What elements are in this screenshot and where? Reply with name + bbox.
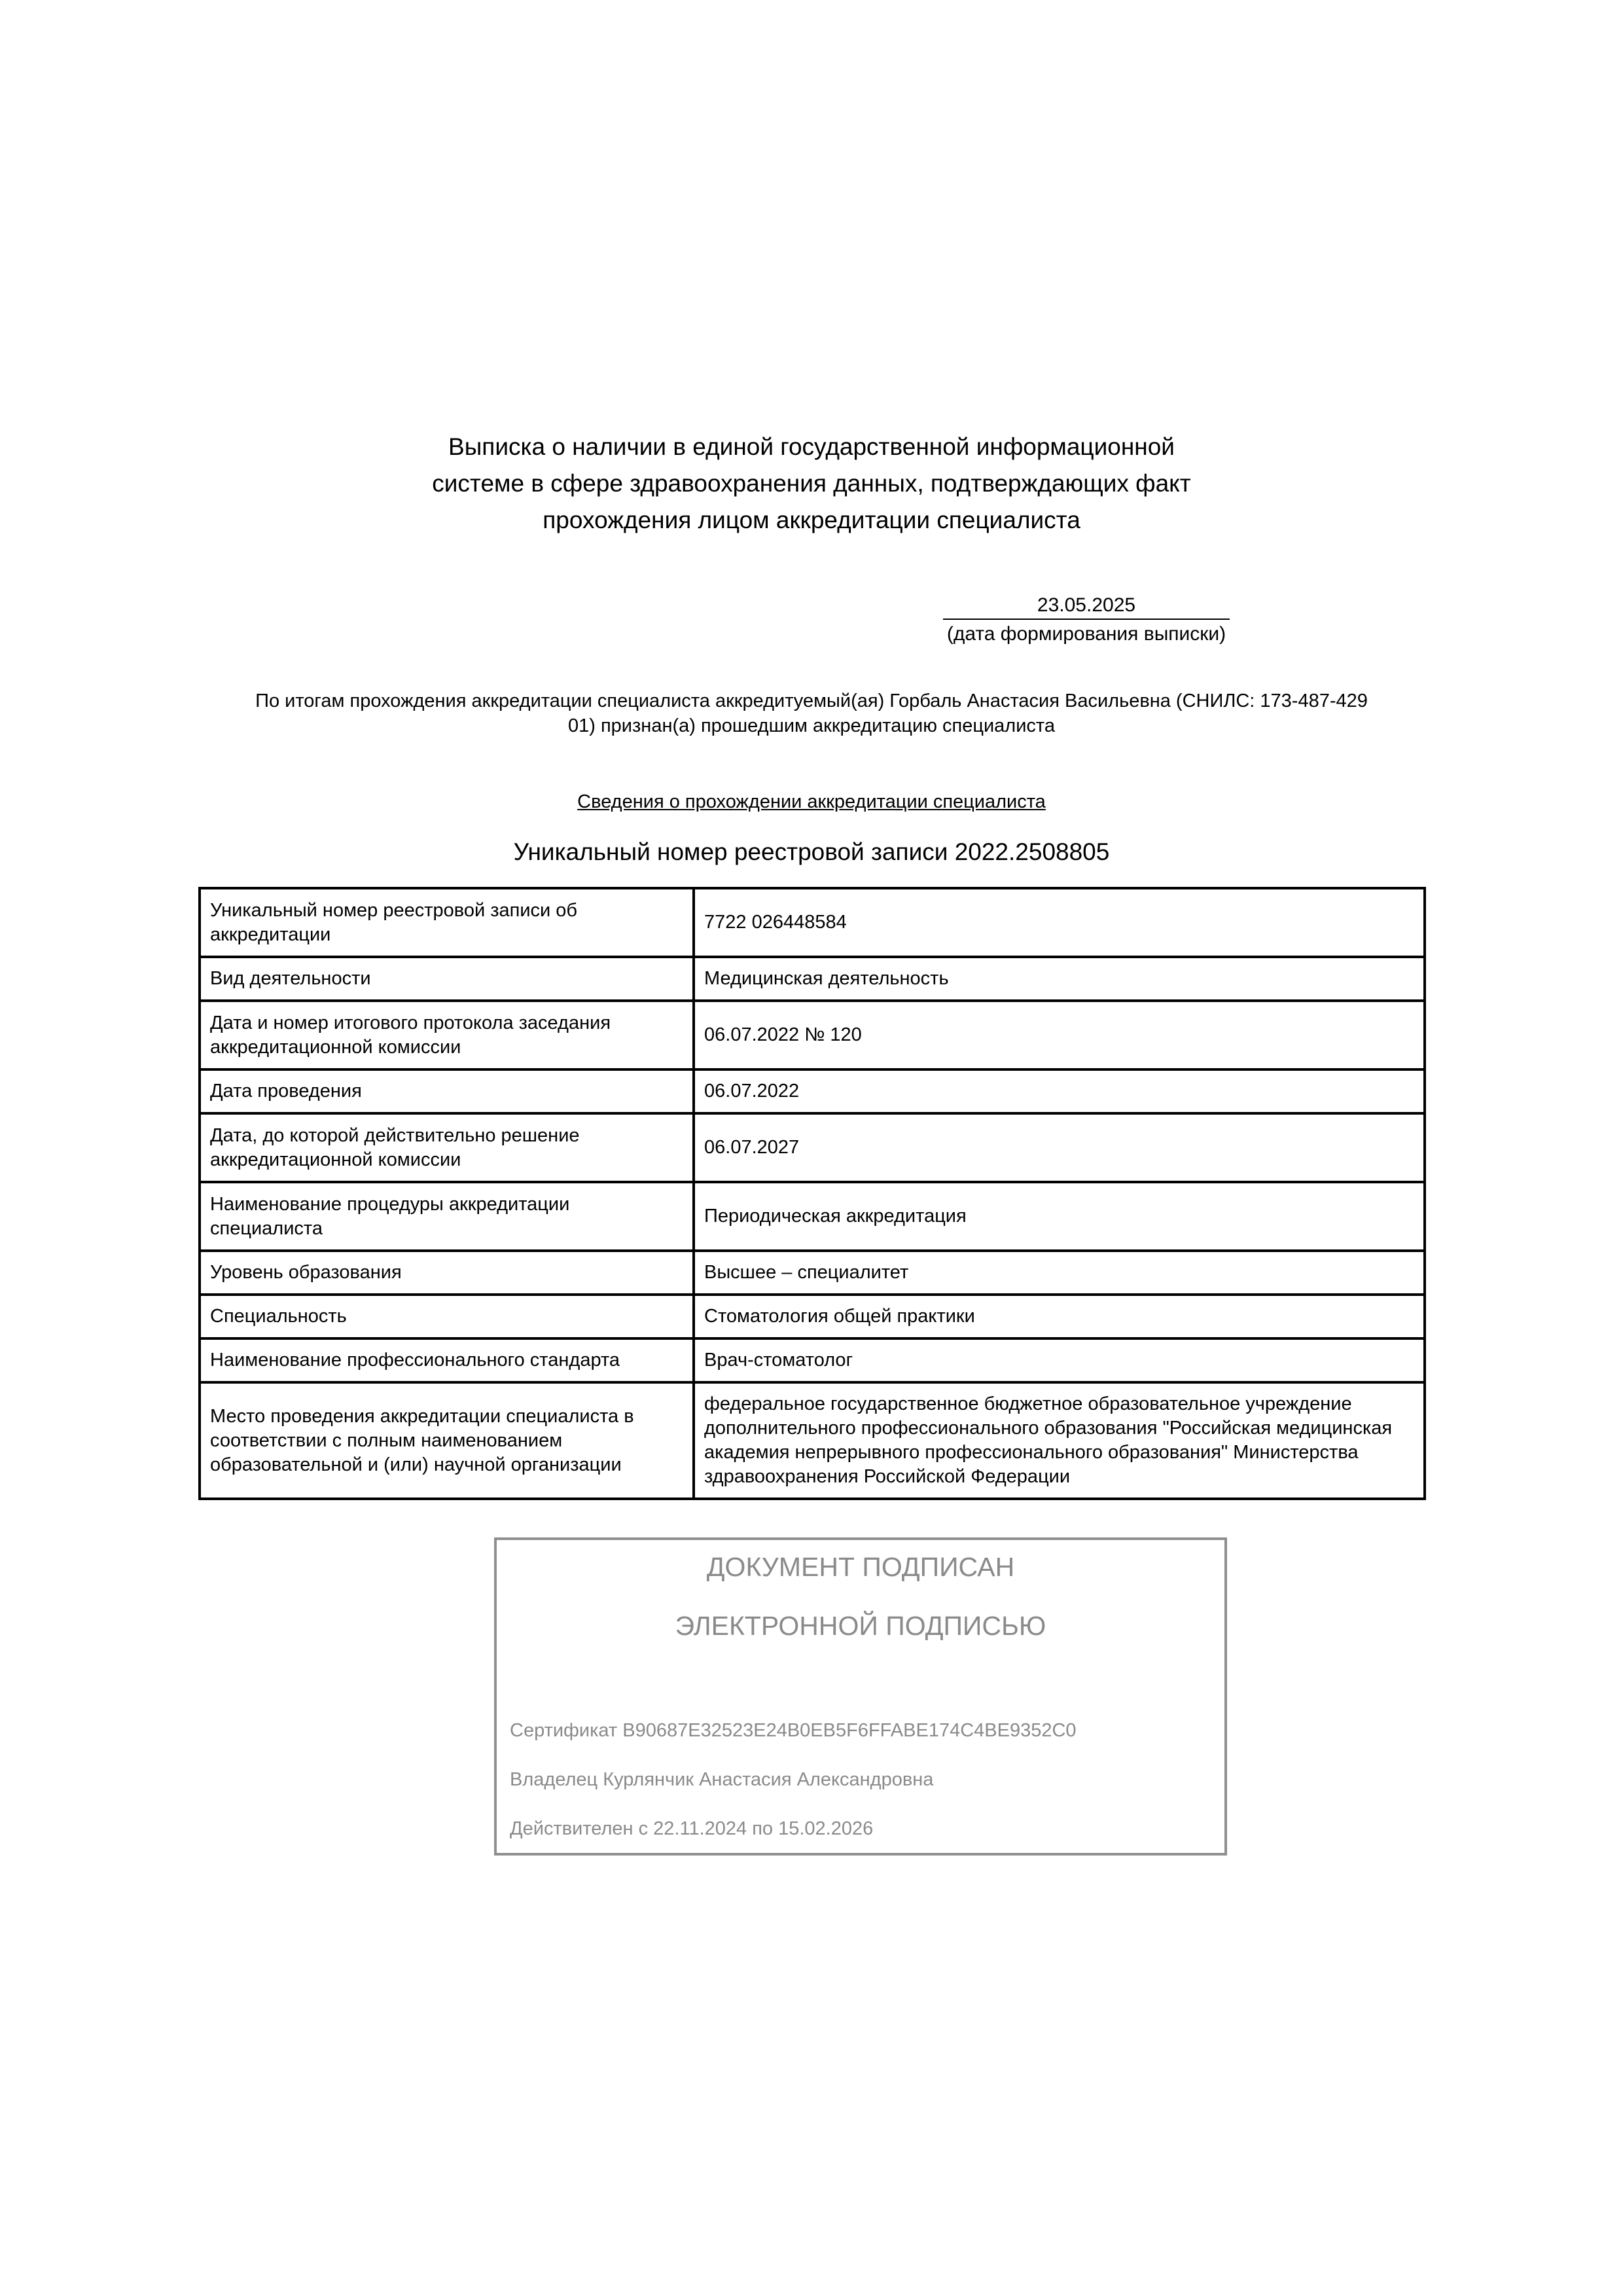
document-title-line-3: прохождения лицом аккредитации специалиста — [543, 507, 1080, 533]
row-value: 06.07.2022 № 120 — [694, 1001, 1425, 1069]
row-label: Дата проведения — [200, 1069, 694, 1113]
section-heading: Сведения о прохождении аккредитации специалиста — [577, 791, 1046, 812]
table-row — [200, 1001, 1425, 1069]
document-title-line-1: Выписка о наличии в единой государственной информационной — [448, 433, 1175, 460]
row-value: Медицинская деятельность — [694, 957, 1425, 1001]
table-row — [200, 1113, 1425, 1182]
stamp-title-line-1: ДОКУМЕНТ ПОДПИСАН — [706, 1552, 1015, 1582]
row-value: федеральное государственное бюджетное образовательное учреждение дополнительного профессионального образования "Российская медицинская академия непрерывного профессионального образования" Министерства здравоохранения Российской Федерации — [694, 1382, 1425, 1499]
issue-date-value: 23.05.2025 — [943, 592, 1230, 620]
issue-date-caption: (дата формирования выписки) — [946, 623, 1226, 645]
table-row — [200, 957, 1425, 1001]
intro-line-2: 01) признан(а) прошедшим аккредитацию специалиста — [568, 715, 1055, 736]
electronic-signature-stamp — [494, 1537, 1227, 1856]
row-label: Дата, до которой действительно решение аккредитационной комиссии — [200, 1113, 694, 1182]
row-label: Дата и номер итогового протокола заседания аккредитационной комиссии — [200, 1001, 694, 1069]
row-value: Врач-стоматолог — [694, 1338, 1425, 1382]
row-label: Уникальный номер реестровой записи об аккредитации — [200, 888, 694, 957]
intro-line-1: По итогам прохождения аккредитации специалиста аккредитуемый(ая) Горбаль Анастасия Васильевна (СНИЛС: 173-487-429 — [255, 691, 1368, 711]
table-row — [200, 1338, 1425, 1382]
row-value: 7722 026448584 — [694, 888, 1425, 957]
table-row — [200, 1069, 1425, 1113]
table-row — [200, 1182, 1425, 1251]
table-row — [200, 1382, 1425, 1499]
table-row — [200, 1295, 1425, 1338]
registry-number-heading: Уникальный номер реестровой записи 2022.2508805 — [513, 838, 1110, 865]
row-value: 06.07.2027 — [694, 1113, 1425, 1182]
row-label: Наименование профессионального стандарта — [200, 1338, 694, 1382]
stamp-owner: Владелец Курлянчик Анастасия Александровна — [510, 1769, 934, 1790]
document-title-line-2: системе в сфере здравоохранения данных, подтверждающих факт — [432, 470, 1191, 497]
row-label: Вид деятельности — [200, 957, 694, 1001]
row-value: 06.07.2022 — [694, 1069, 1425, 1113]
accreditation-details-table — [198, 887, 1426, 1500]
stamp-certificate: Сертификат B90687E32523E24B0EB5F6FFABE174C4BE9352C0 — [510, 1720, 1077, 1741]
table-row — [200, 888, 1425, 957]
row-label: Наименование процедуры аккредитации специалиста — [200, 1182, 694, 1251]
stamp-validity: Действителен с 22.11.2024 по 15.02.2026 — [510, 1818, 874, 1839]
stamp-title-line-2: ЭЛЕКТРОННОЙ ПОДПИСЬЮ — [675, 1611, 1046, 1641]
intro-paragraph — [196, 689, 1427, 738]
document-title — [353, 429, 1270, 539]
row-label: Место проведения аккредитации специалиста в соответствии с полным наименованием образовательной и (или) научной организации — [200, 1382, 694, 1499]
table-row — [200, 1251, 1425, 1295]
row-value: Высшее – специалитет — [694, 1251, 1425, 1295]
row-label: Уровень образования — [200, 1251, 694, 1295]
issue-date-block — [939, 592, 1234, 649]
row-value: Стоматология общей практики — [694, 1295, 1425, 1338]
row-value: Периодическая аккредитация — [694, 1182, 1425, 1251]
row-label: Специальность — [200, 1295, 694, 1338]
